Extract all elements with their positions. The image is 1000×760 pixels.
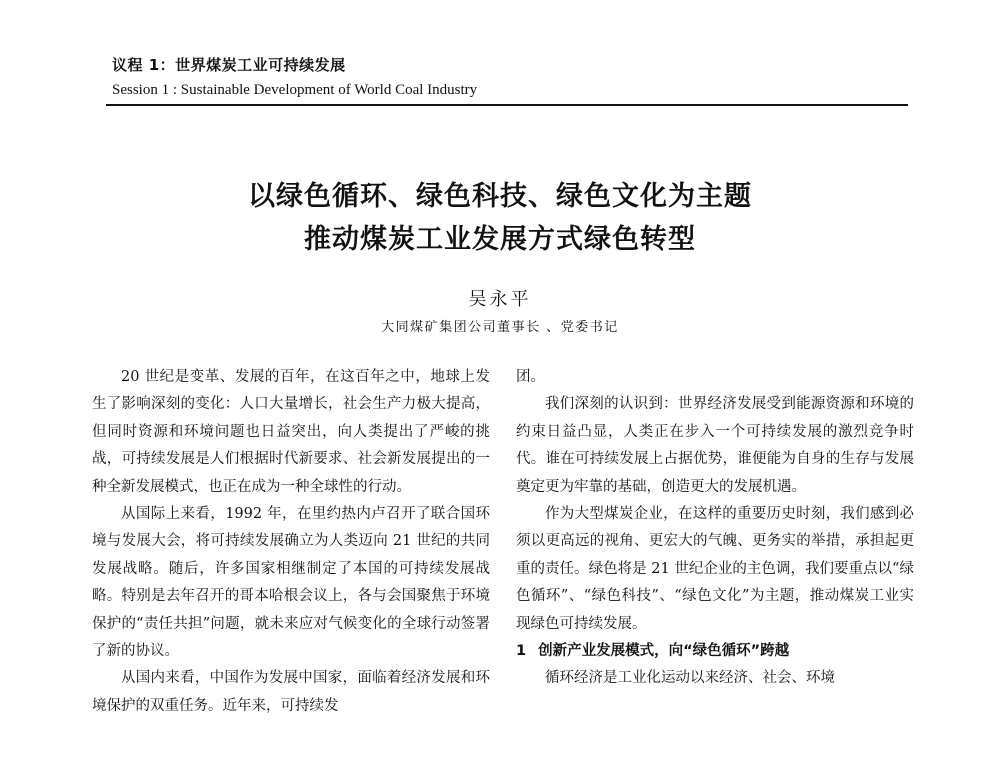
- body-paragraph: 从国际上来看，1992 年，在里约热内卢召开了联合国环境与发展大会，将可持续发展确立为人类迈向 21 世纪的共同发展战略。随后，许多国家相继制定了本国的可持续发展战略。特别是去年召开的哥本哈根会议上，各与会国聚焦于环境保护的“责任共担”问题，就未来应对气候变化的全球行动签署了新的协议。: [92, 506, 490, 660]
- author-name: 吴永平: [468, 289, 532, 310]
- body-paragraph: 循环经济是工业化运动以来经济、社会、环境: [545, 670, 835, 687]
- section-title: 创新产业发展模式，向“绿色循环”跨越: [538, 643, 790, 660]
- section-number: 1: [516, 643, 527, 660]
- paragraph-continuation: 团。: [516, 369, 545, 385]
- left-column: [92, 364, 490, 720]
- body-paragraph: 作为大型煤炭企业，在这样的重要历史时刻，我们感到必须以更高远的视角、更宏大的气魄、更务实的举措，承担起更重的责任。绿色将是 21 世纪企业的主色调，我们要重点以“绿色循环”、“绿色科技”、“绿色文化”为主题，推动煤炭工业实现绿色可持续发展。: [516, 506, 914, 632]
- session-header-english: Session 1 : Sustainable Development of World Coal Industry: [112, 82, 478, 98]
- right-column: [516, 364, 914, 693]
- article-title-line-2: 推动煤炭工业发展方式绿色转型: [304, 224, 696, 255]
- section-heading: [516, 638, 914, 665]
- header-divider: [106, 104, 908, 106]
- body-paragraph: 20 世纪是变革、发展的百年，在这百年之中，地球上发生了影响深刻的变化：人口大量增长，社会生产力极大提高，但同时资源和环境问题也日益突出，向人类提出了严峻的挑战，可持续发展是人们根据时代新要求、社会新发展提出的一种全新发展模式，也正在成为一种全球性的行动。: [92, 369, 490, 495]
- body-paragraph: 我们深刻的认识到：世界经济发展受到能源资源和环境的约束日益凸显，人类正在步入一个可持续发展的激烈竞争时代。谁在可持续发展上占据优势，谁便能为自身的生存与发展奠定更为牢靠的基础，创造更大的发展机遇。: [516, 396, 914, 495]
- session-header-chinese: 议程 1：世界煤炭工业可持续发展: [112, 56, 346, 74]
- article-title-line-1: 以绿色循环、绿色科技、绿色文化为主题: [248, 181, 752, 212]
- author-affiliation: 大同煤矿集团公司董事长 、党委书记: [381, 320, 619, 335]
- body-paragraph: 从国内来看，中国作为发展中国家，面临着经济发展和环境保护的双重任务。近年来，可持续发: [92, 670, 490, 714]
